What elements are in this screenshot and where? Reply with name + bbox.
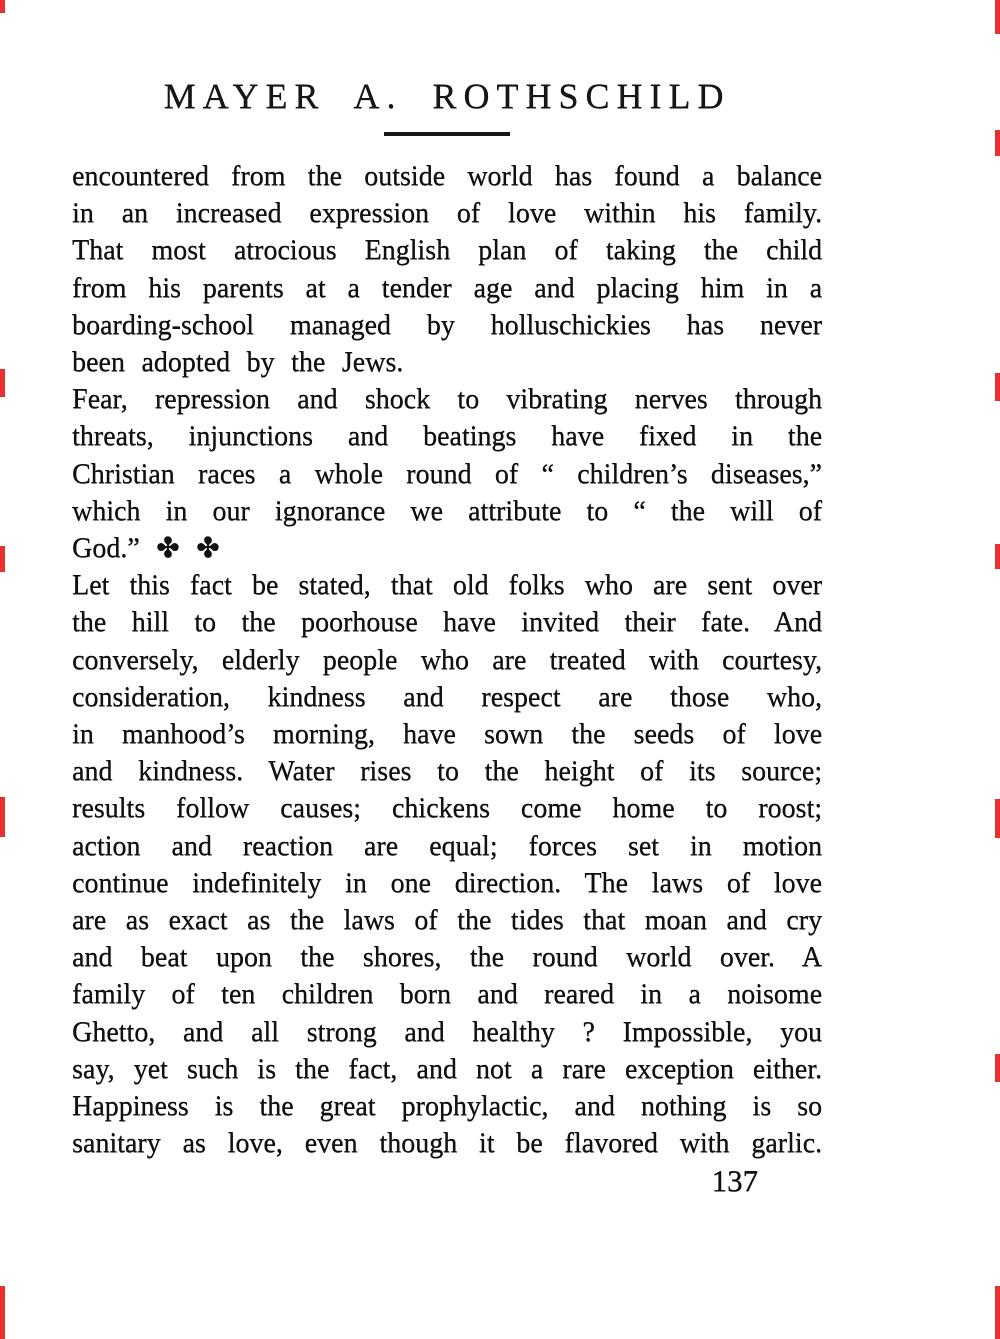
paragraph — [72, 381, 822, 567]
text-line: are as exact as the laws of the tides that moan and cry — [72, 905, 822, 937]
text-line: Happiness is the great prophylactic, and nothing is so — [72, 1091, 822, 1123]
text-line: conversely, elderly people who are treated with courtesy, — [72, 644, 822, 676]
title-divider-rule — [384, 132, 510, 136]
text-line: Ghetto, and all strong and healthy ? Impossible, you — [72, 1016, 822, 1048]
text-line: God.” ✤ ✤ — [72, 533, 220, 565]
text-line: sanitary as love, even though it be flavored with garlic. — [72, 1128, 822, 1160]
text-line: continue indefinitely in one direction. The laws of love — [72, 867, 822, 899]
text-line: and beat upon the shores, the round world over. A — [72, 942, 822, 974]
page-title: MAYER A. ROTHSCHILD — [163, 76, 731, 116]
text-line: been adopted by the Jews. — [72, 347, 404, 379]
scan-mark — [995, 799, 1000, 838]
scan-mark — [995, 1286, 1000, 1339]
scan-mark — [995, 130, 1000, 156]
body-text — [72, 158, 822, 1162]
scan-mark — [0, 546, 5, 572]
text-line: which in our ignorance we attribute to “ the will of — [72, 495, 822, 527]
text-line: Fear, repression and shock to vibrating nerves through — [72, 384, 822, 416]
text-line: from his parents at a tender age and placing him in a — [72, 272, 822, 304]
scan-mark — [995, 1054, 1000, 1082]
paragraph — [72, 158, 822, 381]
scan-mark — [995, 544, 1000, 569]
text-line: in manhood’s morning, have sown the seeds of love — [72, 719, 822, 751]
scan-mark — [995, 373, 1000, 401]
text-line: consideration, kindness and respect are those who, — [72, 681, 822, 713]
text-line: Christian races a whole round of “ children’s diseases,” — [72, 458, 822, 490]
scan-mark — [995, 0, 1000, 34]
text-line: boarding-school managed by holluschickies has never — [72, 309, 822, 341]
scan-mark — [0, 0, 5, 13]
scan-mark — [0, 797, 5, 837]
text-line: Let this fact be stated, that old folks who are sent over — [72, 570, 822, 602]
scan-mark — [0, 369, 5, 397]
text-line: family of ten children born and reared in a noisome — [72, 979, 822, 1011]
text-line: say, yet such is the fact, and not a rare exception either. — [72, 1053, 822, 1085]
text-line: action and reaction are equal; forces set in motion — [72, 830, 822, 862]
text-line: and kindness. Water rises to the height of its source; — [72, 756, 822, 788]
paragraph — [72, 567, 822, 1162]
text-line: That most atrocious English plan of taking the child — [72, 235, 822, 267]
text-line: in an increased expression of love within his family. — [72, 198, 822, 230]
text-line: threats, injunctions and beatings have fixed in the — [72, 421, 822, 453]
page-content — [72, 76, 822, 1199]
page-number: 137 — [711, 1163, 758, 1199]
text-line: the hill to the poorhouse have invited their fate. And — [72, 607, 822, 639]
text-line: results follow causes; chickens come home to roost; — [72, 793, 822, 825]
scan-mark — [0, 1286, 5, 1339]
text-line: encountered from the outside world has found a balance — [72, 161, 822, 192]
